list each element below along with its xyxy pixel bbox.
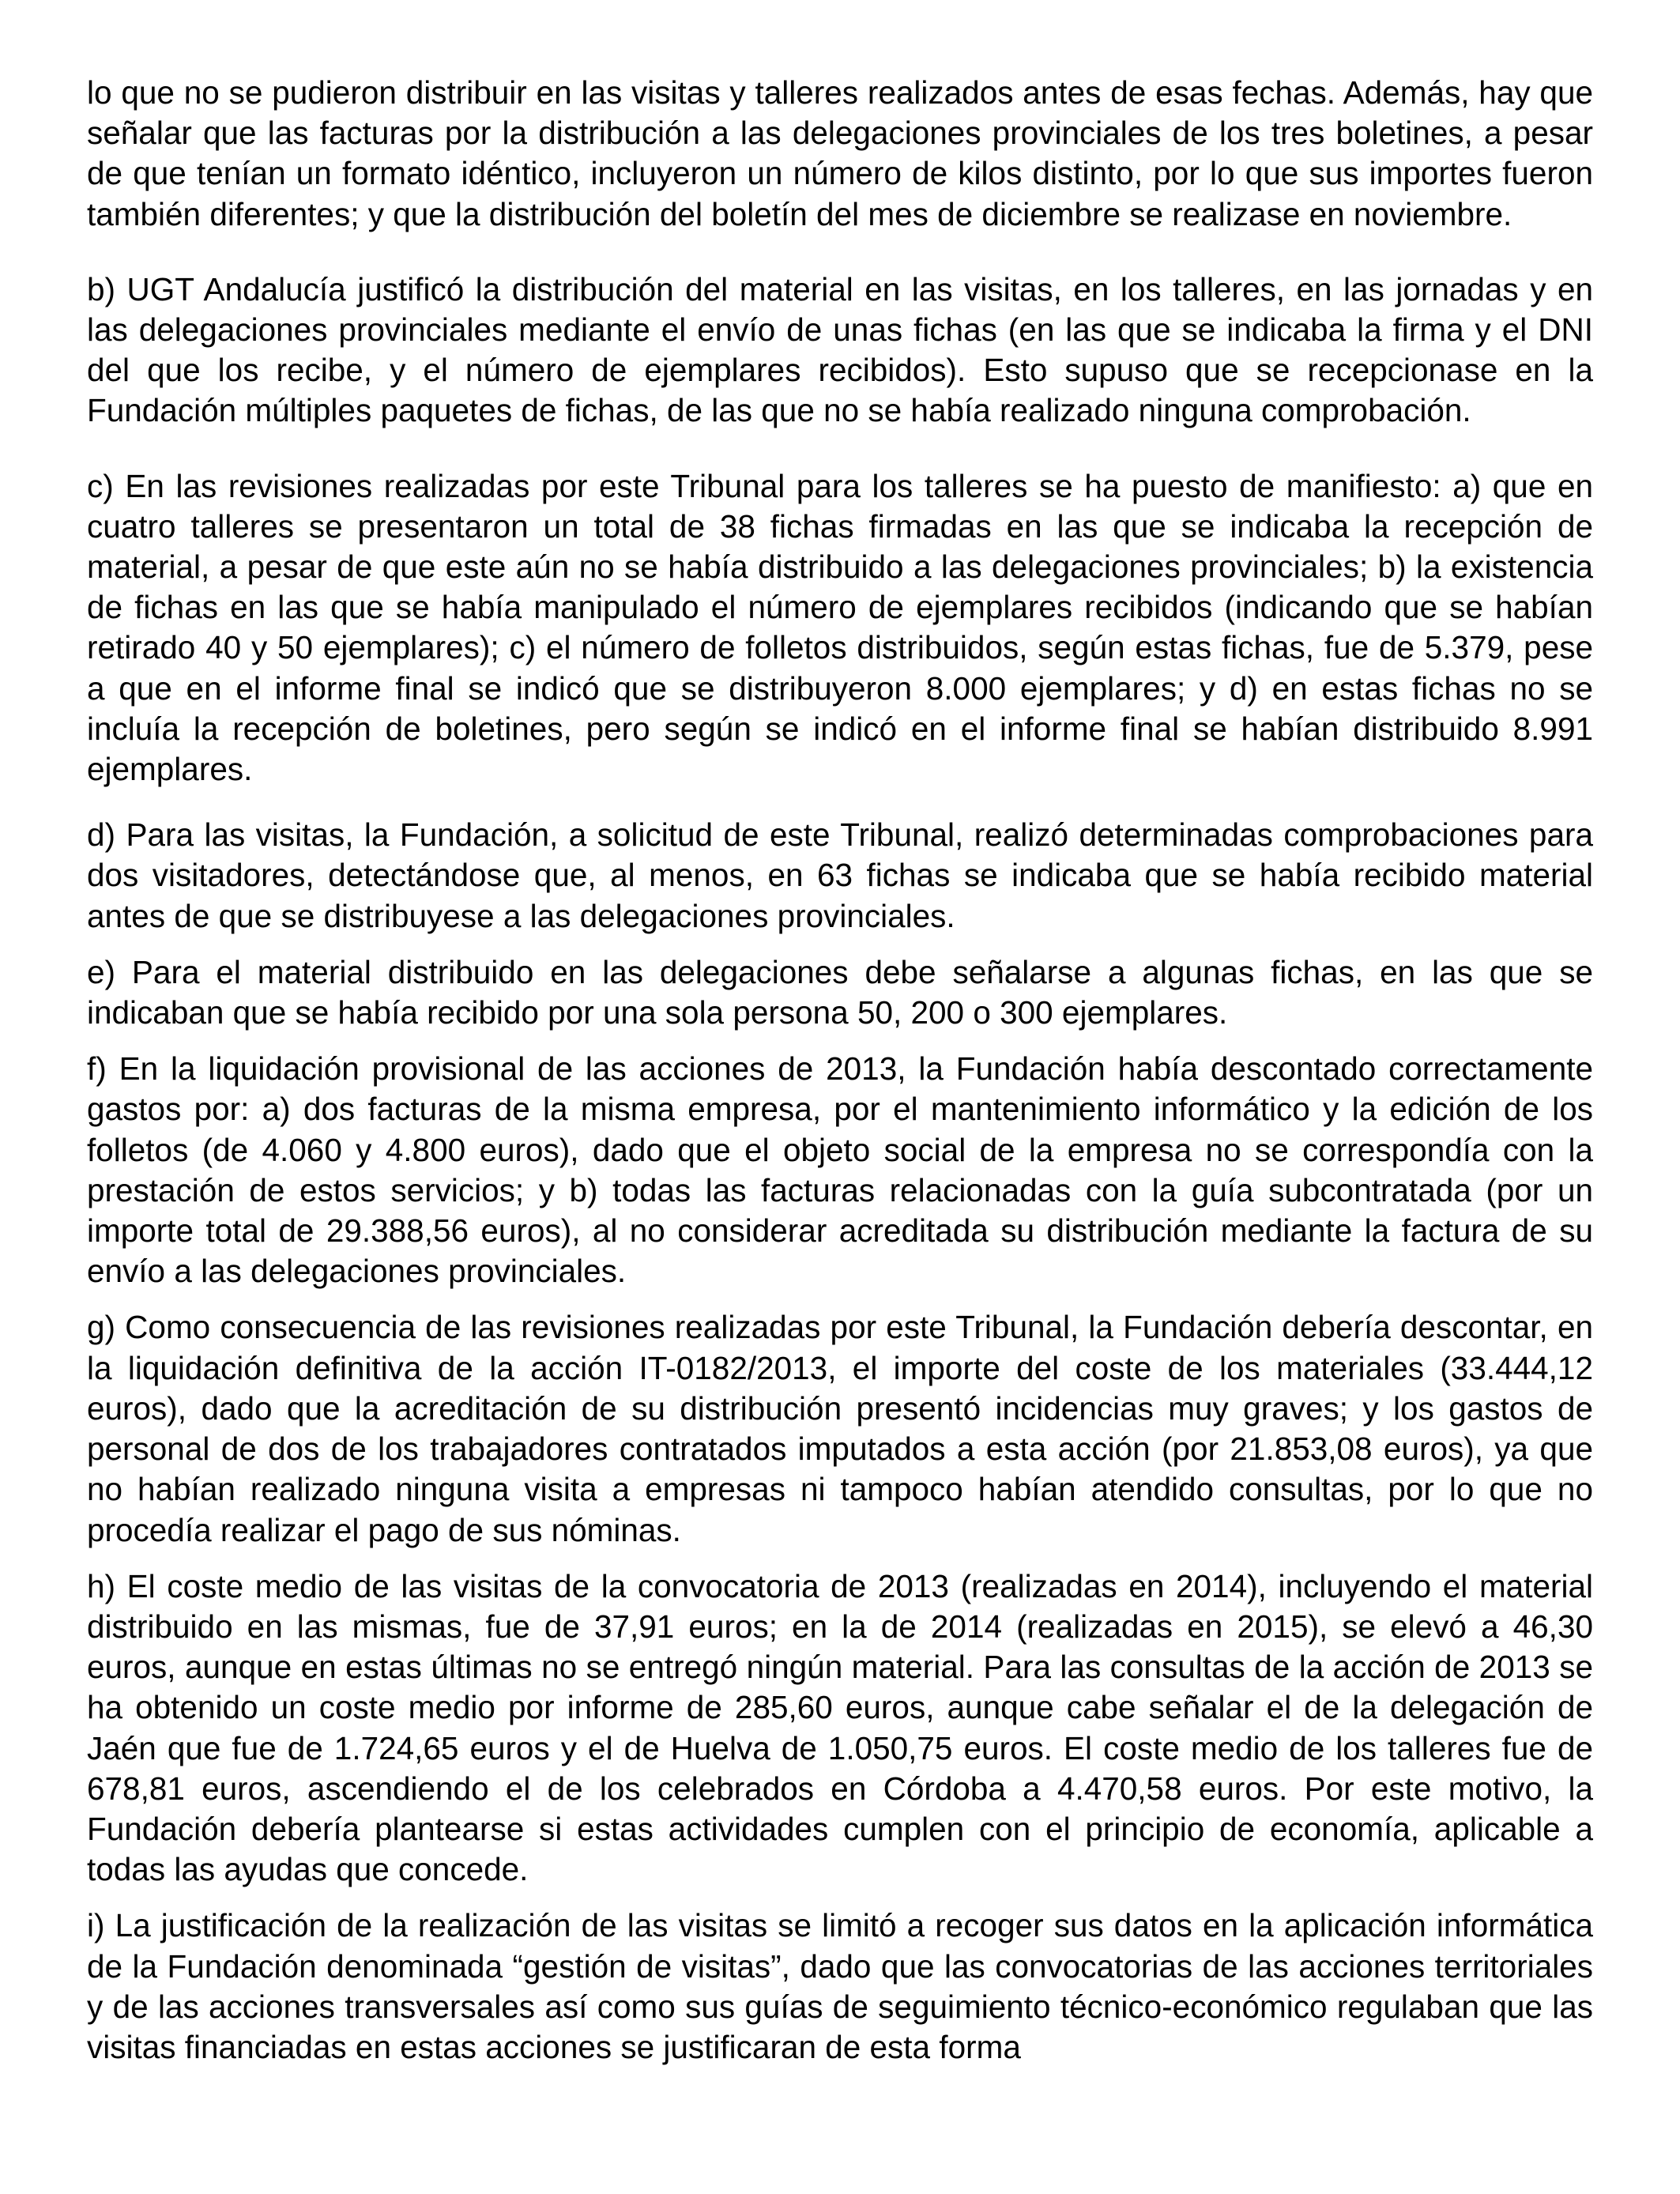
paragraph-marker: h) xyxy=(87,1567,116,1604)
paragraph-text: Como consecuencia de las revisiones realizadas por este Tribunal, la Fundación debería descontar, en la liquidación definitiva de la acción IT-0182/2013, el importe del coste de los materiales (33.444,12 euros), dado que la acreditación de su distribución presentó incidencias muy graves; y los gastos de personal de dos de los trabajadores contratados imputados a esta acción (por 21.853,08 euros), ya que no habían realizado ninguna visita a empresas ni tampoco habían atendido consultas, por lo que no procedía realizar el pago de sus nóminas. xyxy=(87,1309,1593,1548)
paragraph-marker: c) xyxy=(87,467,114,504)
paragraph-d xyxy=(87,815,1593,937)
paragraph-text: lo que no se pudieron distribuir en las visitas y talleres realizados antes de esas fechas. Además, hay que señalar que las facturas por la distribución a las delegaciones provinciales de los tres boletines, a pesar de que tenían un formato idéntico, incluyeron un número de kilos distinto, por lo que sus importes fueron también diferentes; y que la distribución del boletín del mes de diciembre se realizase en noviembre. xyxy=(87,74,1593,232)
paragraph-continuation xyxy=(87,73,1593,235)
paragraph-f xyxy=(87,1049,1593,1291)
paragraph-b xyxy=(87,270,1593,432)
paragraph-marker: f) xyxy=(87,1050,107,1088)
paragraph-marker: b) xyxy=(87,270,116,307)
paragraph-text: La justificación de la realización de las visitas se limitó a recoger sus datos en la aplicación informática de la Fundación denominada “gestión de visitas”, dado que las convocatorias de las acciones territoriales y de las acciones transversales así como sus guías de seguimiento técnico-económico regulaban que las visitas financiadas en estas acciones se justificaran de esta forma xyxy=(87,1907,1593,2065)
paragraph-i xyxy=(87,1906,1593,2068)
paragraph-text: En la liquidación provisional de las acciones de 2013, la Fundación había descontado correctamente gastos por: a) dos facturas de la misma empresa, por el mantenimiento informático y la edición de los folletos (de 4.060 y 4.800 euros), dado que el objeto social de la empresa no se correspondía con la prestación de estos servicios; y b) todas las facturas relacionadas con la guía subcontratada (por un importe total de 29.388,56 euros), al no considerar acreditada su distribución mediante la factura de su envío a las delegaciones provinciales. xyxy=(87,1050,1593,1290)
paragraph-text: UGT Andalucía justificó la distribución del material en las visitas, en los talleres, en las jornadas y en las delegaciones provinciales mediante el envío de unas fichas (en las que se indicaba la firma y el DNI del que los recibe, y el número de ejemplares recibidos). Esto supuso que se recepcionase en la Fundación múltiples paquetes de fichas, de las que no se había realizado ninguna comprobación. xyxy=(87,270,1593,429)
paragraph-marker: g) xyxy=(87,1309,116,1346)
paragraph-text: Para las visitas, la Fundación, a solicitud de este Tribunal, realizó determinadas comprobaciones para dos visitadores, detectándose que, al menos, en 63 fichas se indicaba que se había recibido material antes de que se distribuyese a las delegaciones provinciales. xyxy=(87,816,1593,934)
paragraph-text: El coste medio de las visitas de la convocatoria de 2013 (realizadas en 2014), incluyendo el material distribuido en las mismas, fue de 37,91 euros; en la de 2014 (realizadas en 2015), se elevó a 46,30 euros, aunque en estas últimas no se entregó ningún material. Para las consultas de la acción de 2013 se ha obtenido un coste medio por informe de 285,60 euros, aunque cabe señalar el de la delegación de Jaén que fue de 1.724,65 euros y el de Huelva de 1.050,75 euros. El coste medio de los talleres fue de 678,81 euros, ascendiendo el de los celebrados en Córdoba a 4.470,58 euros. Por este motivo, la Fundación debería plantearse si estas actividades cumplen con el principio de economía, aplicable a todas las ayudas que concede. xyxy=(87,1567,1593,1888)
paragraph-marker: d) xyxy=(87,816,116,854)
paragraph-g xyxy=(87,1307,1593,1550)
paragraph-c xyxy=(87,466,1593,790)
document-page xyxy=(87,73,1593,2083)
paragraph-text: Para el material distribuido en las delegaciones debe señalarse a algunas fichas, en las que se indicaban que se había recibido por una sola persona 50, 200 o 300 ejemplares. xyxy=(87,953,1593,1031)
paragraph-e xyxy=(87,952,1593,1033)
paragraph-marker: i) xyxy=(87,1907,105,1944)
paragraph-text: En las revisiones realizadas por este Tribunal para los talleres se ha puesto de manifiesto: a) que en cuatro talleres se presentaron un total de 38 fichas firmadas en las que se indicaba la recepción de material, a pesar de que este aún no se había distribuido a las delegaciones provinciales; b) la existencia de fichas en las que se había manipulado el número de ejemplares recibidos (indicando que se habían retirado 40 y 50 ejemplares); c) el número de folletos distribuidos, según estas fichas, fue de 5.379, pese a que en el informe final se indicó que se distribuyeron 8.000 ejemplares; y d) en estas fichas no se incluía la recepción de boletines, pero según se indicó en el informe final se habían distribuido 8.991 ejemplares. xyxy=(87,467,1593,788)
paragraph-h xyxy=(87,1566,1593,1891)
paragraph-marker: e) xyxy=(87,953,116,990)
